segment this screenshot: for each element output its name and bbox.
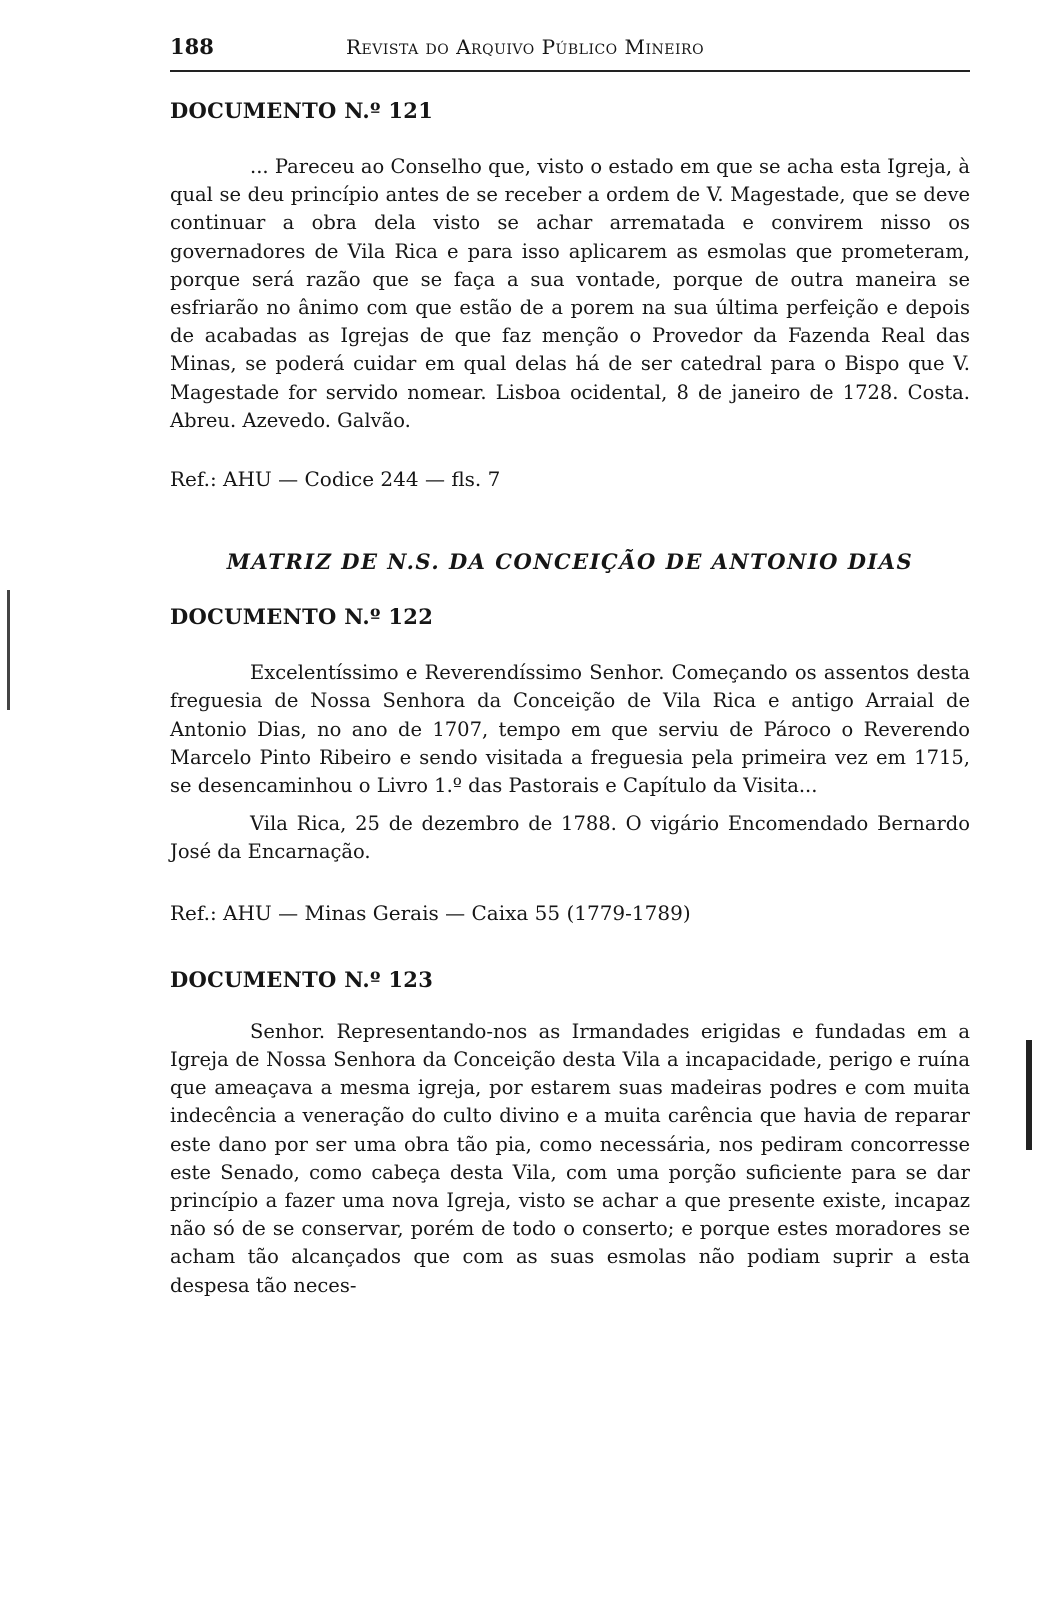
- document-121: [170, 98, 970, 493]
- scan-edge-mark: [1026, 1040, 1032, 1150]
- document-body: ... Pareceu ao Conselho que, visto o estado em que se acha esta Igreja, à qual se deu princípio antes de se receber a ordem de V. Magestade, que se deve continuar a obra dela visto se achar arrematada e convirem nisso os governadores de Vila Rica e para isso aplicarem as esmolas que prometeram, porque será razão que se faça a sua vontade, porque de outra maneira se esfriarão no ânimo com que estão de a porem na sua última perfeição e depois de acabadas as Igrejas de que faz menção o Provedor da Fazenda Real das Minas, se poderá cuidar em qual delas há de ser catedral para o Bispo que V. Magestade for servido nomear. Lisboa ocidental, 8 de janeiro de 1728. Costa. Abreu. Azevedo. Galvão.: [170, 155, 970, 432]
- header-rule: [170, 70, 970, 72]
- page-number: 188: [170, 34, 214, 59]
- document-body: Senhor. Representando-nos as Irmandades erigidas e fundadas em a Igreja de Nossa Senhora da Conceição desta Vila a incapacidade, perigo e ruína que ameaçava a mesma igreja, por estarem suas madeiras podres e com muita indecência a veneração do culto divino e a muita carência que havia de reparar este dano por ser uma obra tão pia, como necessária, nos pediram concorresse este Senado, como cabeça desta Vila, com uma porção suficiente para se dar princípio a fazer uma nova Igreja, visto se achar a que presente existe, incapaz não só de se conservar, porém de todo o conserto; e porque estes moradores se acham tão alcançados que com as suas esmolas não podiam suprir a esta despesa tão neces-: [170, 1019, 970, 1297]
- page-content: [170, 98, 970, 1300]
- reference-line: Ref.: AHU — Minas Gerais — Caixa 55 (1779-1789): [170, 900, 691, 925]
- document-122: [170, 604, 970, 927]
- reference-line: Ref.: AHU — Codice 244 — fls. 7: [170, 467, 501, 492]
- scan-edge-mark: [7, 590, 10, 710]
- running-title: Revista do Arquivo Público Mineiro: [346, 35, 705, 59]
- document-body: Excelentíssimo e Reverendíssimo Senhor. Começando os assentos desta freguesia de Nossa Senhora da Conceição de Vila Rica e antigo Arraial de Antonio Dias, no ano de 1707, tempo em que serviu de Pároco o Reverendo Marcelo Pinto Ribeiro e sendo visitada a freguesia pela primeira vez em 1715, se desencaminhou o Livro 1.º das Pastorais e Capítulo da Visita...: [170, 661, 970, 798]
- document-closing: Vila Rica, 25 de dezembro de 1788. O vigário Encomendado Bernardo José da Encarnação.: [170, 812, 970, 864]
- document-123: [170, 967, 970, 1300]
- document-heading: DOCUMENTO N.º 123: [170, 966, 434, 992]
- document-heading: DOCUMENTO N.º 121: [170, 98, 434, 123]
- section-title: MATRIZ DE N.S. DA CONCEIÇÃO DE ANTONIO DIAS: [226, 549, 914, 575]
- running-header: [170, 34, 970, 64]
- document-heading: DOCUMENTO N.º 122: [170, 604, 434, 630]
